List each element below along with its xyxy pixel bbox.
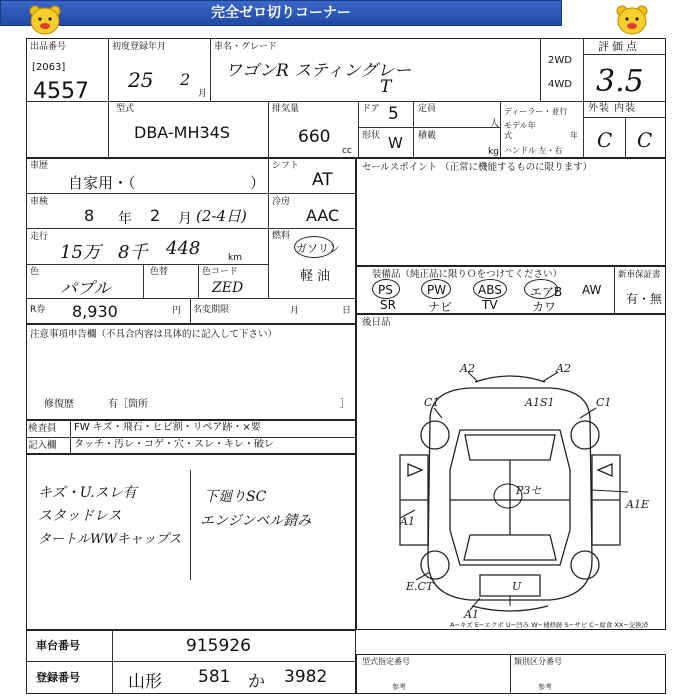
entry-label: 記入欄: [28, 440, 57, 451]
doors-label: ドア: [362, 104, 380, 114]
inspection-month-unit: 月: [178, 211, 192, 227]
history-close: ）: [250, 174, 266, 192]
sales-points-label: セールスポイント （正常に機能するものに限ります）: [362, 162, 593, 173]
warranty-label: 新車保証書: [618, 270, 661, 280]
chassis-value: 915926: [186, 636, 251, 656]
displacement-value: 660: [298, 127, 331, 147]
type-label: 型式: [116, 104, 135, 114]
first-reg-label: 初度登録年月: [112, 42, 167, 52]
ref-label-2: 参考: [538, 683, 552, 691]
equip-abs: ABS: [478, 283, 502, 297]
banner-title: 完全ゼロ切りコーナー: [0, 0, 562, 26]
mark-roof: P3セ: [516, 484, 542, 497]
exterior-score: C: [597, 128, 613, 152]
capacity-unit: 人: [490, 119, 500, 129]
handle-label: ハンドル 左・右: [504, 146, 563, 155]
displacement-label: 排気量: [272, 104, 300, 114]
inspection-year-unit: 年: [118, 211, 132, 227]
equip-sr: SR: [380, 298, 396, 312]
inspector-label: 検査員: [28, 423, 57, 434]
mileage-sen: 8千: [118, 242, 148, 263]
first-reg-month: 2: [180, 70, 191, 89]
mark-right-fender: C1: [596, 396, 612, 409]
doors-value: 5: [388, 104, 399, 124]
dealer-label: ディーラー・並行: [504, 107, 568, 116]
drive-4wd: 4WD: [548, 79, 572, 90]
equip-pw: PW: [427, 283, 447, 297]
shape-label: 形状: [362, 131, 381, 141]
mileage-label: 走行: [30, 232, 49, 242]
displacement-unit: cc: [342, 146, 352, 156]
ext-int-label: 外装 内装: [588, 103, 637, 114]
aircon-label: 冷房: [272, 197, 291, 207]
mileage-unit: km: [228, 253, 242, 263]
shift-value: AT: [312, 170, 333, 190]
capacity-label: 定員: [418, 104, 437, 114]
model-year-unit: 年: [570, 131, 578, 140]
plate-number: 3982: [284, 667, 328, 687]
fuel-gas: ガソリン: [296, 242, 340, 255]
damage-codes-row1: FW キズ・飛石・ヒビ割・リペア跡・×要: [74, 422, 261, 433]
lot-label: 出品番号: [30, 42, 67, 52]
mark-left-fender: C1: [424, 396, 440, 409]
equip-ps: PS: [378, 283, 393, 297]
mileage-rest: 448: [166, 238, 201, 259]
hand-left-line1: キズ・U.スレ有: [38, 485, 137, 501]
color-code: ZED: [212, 280, 244, 296]
notes-label: 注意事項申告欄（不具合内容は具体的に記入して下さい）: [30, 329, 278, 340]
mark-right-side: A1E: [626, 498, 649, 511]
shift-label: シフト: [272, 161, 300, 171]
first-reg-year: 25: [128, 68, 154, 92]
backseat-label: 後日品: [362, 317, 391, 328]
mileage-man: 15万: [60, 242, 101, 263]
first-reg-month-suffix: 月: [198, 89, 208, 99]
grade: T: [380, 77, 392, 97]
repair-value: 有［箇所: [108, 399, 148, 410]
lot-number: 4557: [33, 79, 89, 104]
hand-left-line3: タートルWWキャップス: [38, 532, 182, 547]
mark-left-side: A1: [400, 515, 415, 528]
equip-navi: ナビ: [428, 300, 453, 314]
equipment-label: 装備品（純正品に限りＯをつけてください）: [372, 269, 563, 280]
bear-mascot-left-icon: [25, 4, 65, 36]
recycle-label: R券: [30, 305, 46, 315]
color-label: 色: [30, 267, 40, 277]
legend-text: A−キズ E−エクボ U−凹み W−補修跡 S−サビ C−腐食 XX−交換済: [450, 621, 649, 629]
mark-front-left: A2: [460, 362, 475, 375]
equip-pw-circle: [421, 279, 451, 299]
plate-region: 山形: [128, 672, 162, 692]
model-year-label: モデル年式: [504, 121, 536, 140]
shape-value: W: [388, 134, 403, 152]
color-value: パプル: [60, 279, 111, 299]
plate-class: 581: [198, 667, 231, 687]
color-change-label: 色替: [150, 267, 169, 277]
hand-right-line1: 下廻りSC: [204, 489, 267, 505]
equip-airbag: エアB: [530, 285, 563, 299]
ref-label-1: 参考: [392, 683, 406, 691]
sales-points-box: [356, 158, 666, 266]
plate-kana: か: [248, 672, 265, 692]
equip-airbag-circle: [524, 279, 558, 299]
mark-rear-left: E.CT: [406, 580, 434, 593]
aircon-value: AAC: [306, 206, 340, 225]
history-label: 車歴: [30, 161, 49, 171]
load-label: 積載: [418, 131, 437, 141]
drive-2wd: 2WD: [548, 55, 572, 66]
inspection-note: (2-4日): [196, 207, 247, 225]
warranty-value: 有・無: [626, 292, 663, 306]
equip-abs-circle: [473, 279, 507, 299]
equip-leather: カワ: [532, 300, 557, 314]
mark-hood: A1S1: [525, 396, 555, 409]
recycle-unit: 円: [172, 306, 182, 316]
inspection-month: 2: [150, 206, 161, 225]
deadline-month: 月: [290, 306, 300, 316]
interior-score: C: [637, 128, 653, 152]
hand-right-line2: エンジンベル錆み: [200, 513, 312, 529]
equip-aw: AW: [582, 283, 602, 297]
hand-left-line2: スタッドレス: [38, 508, 122, 524]
repair-close: ］: [340, 399, 350, 410]
fuel-diesel: 軽 油: [300, 269, 331, 284]
equip-ps-circle: [372, 279, 400, 299]
damage-codes-row2: タッチ・汚レ・コゲ・穴・スレ・キレ・破レ: [74, 439, 274, 450]
recycle-value: 8,930: [72, 302, 118, 321]
chassis-label: 車台番号: [36, 639, 80, 652]
type-value: DBA-MH34S: [134, 123, 231, 142]
deadline-day: 日: [342, 306, 352, 316]
class-number-label: 類別区分番号: [514, 657, 562, 666]
plate-label: 登録番号: [36, 671, 80, 684]
load-unit: kg: [488, 147, 499, 157]
name-label: 車名・グレード: [214, 42, 278, 52]
fuel-label: 燃料: [272, 231, 291, 241]
equip-tv: TV: [482, 298, 498, 312]
model-number-label: 型式指定番号: [362, 657, 410, 666]
bear-mascot-right-icon: [612, 4, 652, 36]
model-name: ワゴンR スティングレー: [225, 61, 412, 81]
inspection-label: 車検: [30, 197, 49, 207]
history-value: 自家用・（: [68, 174, 136, 192]
repair-label: 修復歴: [44, 399, 74, 410]
color-code-label: 色コード: [202, 267, 239, 277]
score-value: 3.5: [596, 64, 644, 99]
score-label: 評価点: [598, 40, 640, 53]
mark-trunk: U: [512, 580, 522, 593]
car-damage-diagram: [360, 360, 660, 620]
lot-sub: [2063]: [32, 62, 66, 73]
mark-rear-bumper: A1: [464, 608, 479, 620]
inspection-year: 8: [84, 206, 95, 225]
mark-front-right: A2: [556, 362, 571, 375]
deadline-label: 名変期限: [193, 305, 230, 315]
